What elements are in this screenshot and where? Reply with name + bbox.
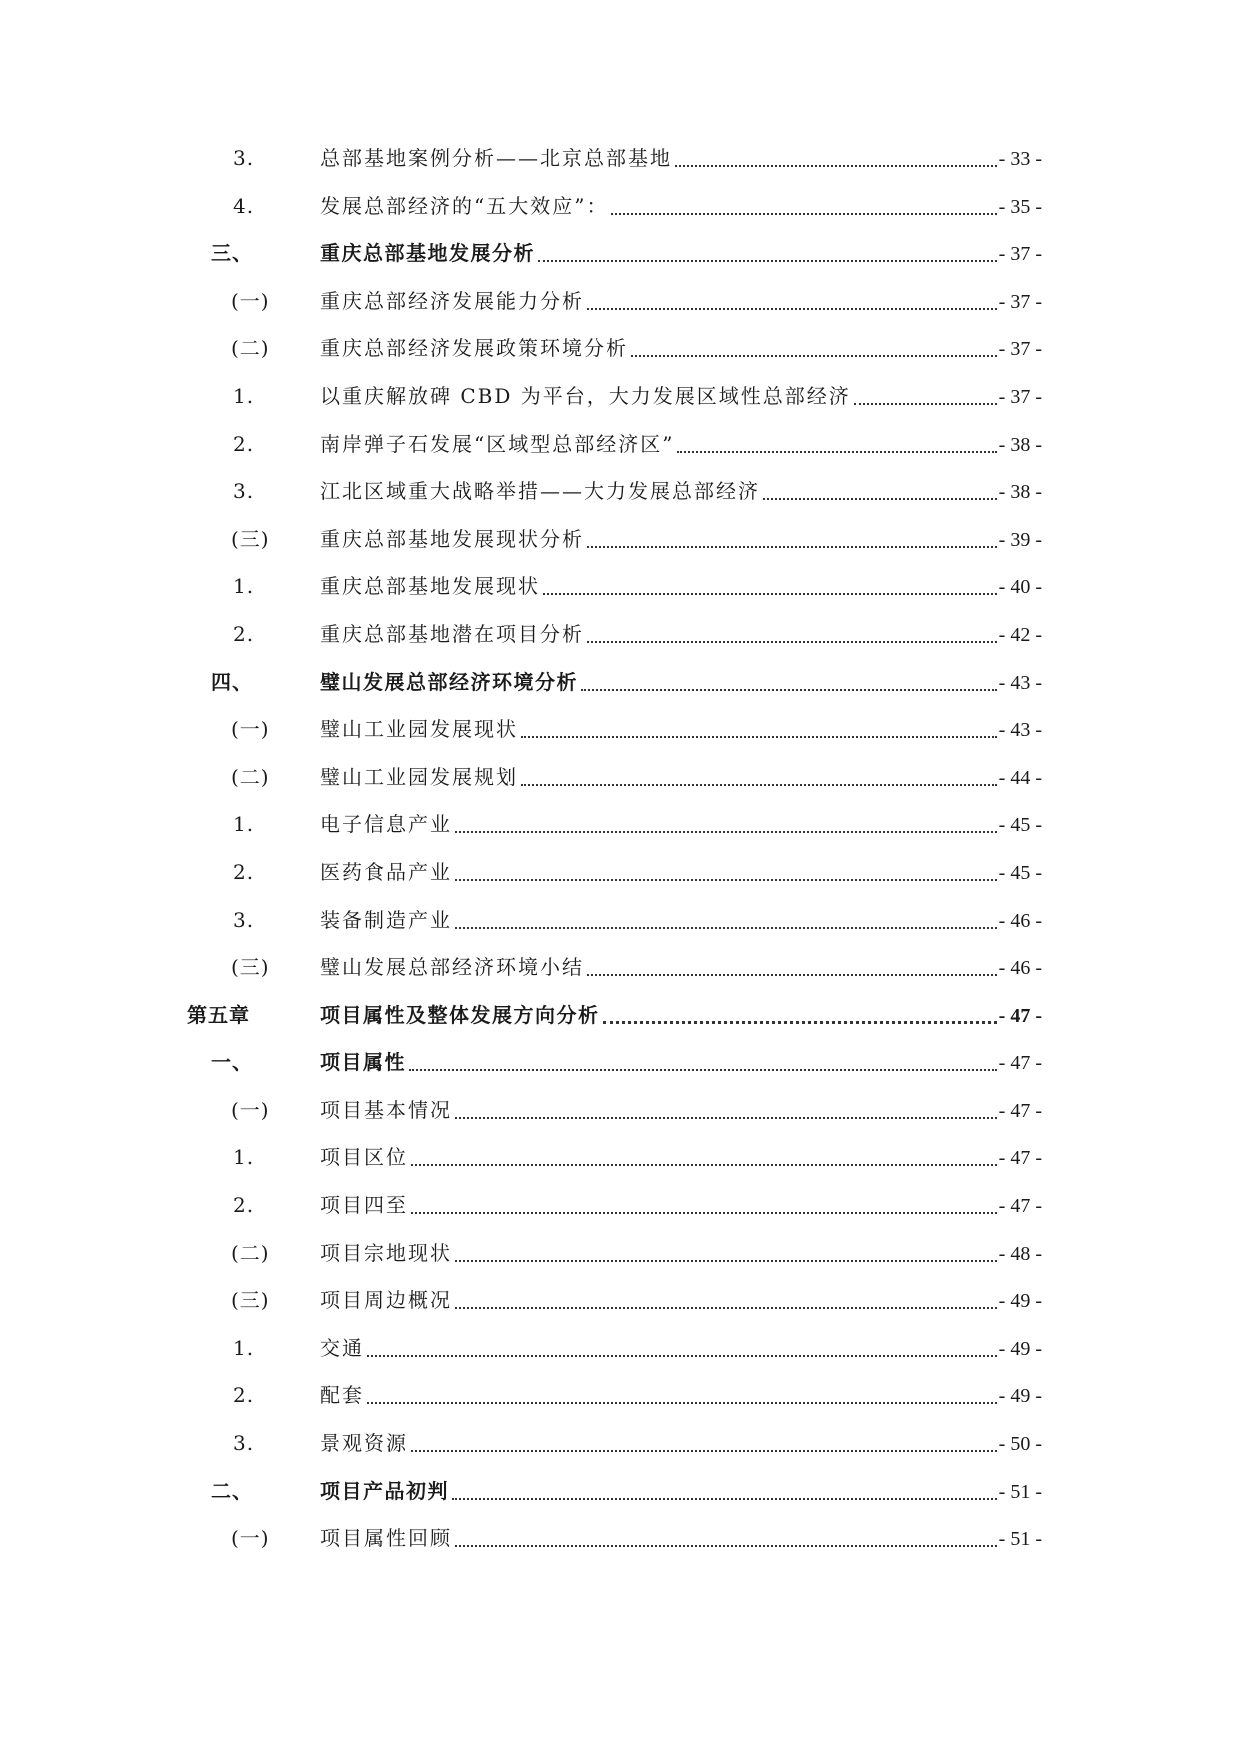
toc-entry-number: (一): [231, 1526, 270, 1551]
toc-entry-title[interactable]: 重庆总部经济发展政策环境分析: [320, 336, 628, 361]
toc-entry-line: [320, 1287, 1042, 1314]
toc-entry-page-number[interactable]: - 47 -: [998, 1004, 1042, 1027]
toc-dot-leader: [538, 260, 997, 262]
toc-entry-number: 3.: [233, 146, 255, 170]
toc-entry[interactable]: [0, 907, 1241, 955]
toc-entry-page-number[interactable]: - 49 -: [998, 1385, 1042, 1408]
toc-dot-leader: [587, 546, 997, 548]
toc-entry[interactable]: [0, 1002, 1241, 1050]
toc-entry-line: [320, 907, 1042, 934]
toc-entry-number: 1.: [233, 812, 255, 837]
toc-entry-number: 二、: [211, 1478, 253, 1503]
toc-entry-number: 三、: [211, 241, 253, 266]
toc-dot-leader: [367, 1355, 997, 1357]
toc-entry-page-number[interactable]: - 35 -: [998, 195, 1042, 218]
toc-entry[interactable]: [0, 954, 1241, 1002]
toc-entry-page-number[interactable]: - 51 -: [998, 1480, 1042, 1503]
toc-entry-line: [320, 859, 1042, 886]
toc-entry[interactable]: [0, 1335, 1241, 1383]
toc-entry-title[interactable]: 璧山发展总部经济环境小结: [320, 955, 584, 980]
toc-entry-number: 2.: [233, 1383, 255, 1408]
toc-entry-number: 四、: [211, 669, 253, 694]
toc-entry-line: [320, 145, 1042, 172]
toc-entry-number: 一、: [211, 1050, 253, 1075]
toc-entry-line: [320, 573, 1042, 600]
toc-entry-line: [320, 478, 1042, 505]
toc-entry-number: 2.: [233, 1193, 255, 1218]
toc-entry-number: (三): [231, 1288, 270, 1313]
toc-entry-line: [320, 954, 1042, 981]
toc-entry-title[interactable]: 配套: [320, 1383, 364, 1408]
toc-entry-number: (二): [231, 1240, 270, 1265]
toc-entry-page-number[interactable]: - 47 -: [998, 1195, 1042, 1218]
toc-entry-page-number[interactable]: - 37 -: [998, 290, 1042, 313]
toc-dot-leader: [411, 1212, 997, 1214]
toc-dot-leader: [543, 593, 997, 595]
toc-entry-line: [320, 193, 1042, 220]
toc-entry-page-number[interactable]: - 48 -: [998, 1242, 1042, 1265]
toc-entry-title[interactable]: 江北区域重大战略举措——大力发展总部经济: [320, 479, 760, 504]
toc-entry-title[interactable]: 璧山工业园发展现状: [320, 717, 518, 742]
toc-entry-number: (一): [231, 717, 270, 742]
toc-entry[interactable]: [0, 1478, 1241, 1526]
toc-entry[interactable]: [0, 1525, 1241, 1573]
toc-entry-number: 4.: [233, 193, 255, 218]
toc-entry-title[interactable]: 项目产品初判: [320, 1478, 449, 1503]
toc-dot-leader: [455, 1307, 997, 1309]
toc-entry-title[interactable]: 医药食品产业: [320, 859, 452, 884]
toc-entry-page-number[interactable]: - 46 -: [998, 957, 1042, 980]
toc-entry-title[interactable]: 重庆总部基地发展现状分析: [320, 526, 584, 551]
toc-entry-page-number[interactable]: - 33 -: [998, 148, 1042, 170]
toc-entry-number: 2.: [233, 621, 255, 646]
toc-entry-title[interactable]: 项目周边概况: [320, 1288, 452, 1313]
toc-entry-number: (一): [231, 288, 270, 313]
toc-entry-page-number[interactable]: - 46 -: [998, 909, 1042, 932]
toc-entry-number: (二): [231, 336, 270, 361]
toc-entry[interactable]: [0, 716, 1241, 764]
toc-entry-page-number[interactable]: - 49 -: [998, 1290, 1042, 1313]
toc-entry[interactable]: [0, 288, 1241, 336]
toc-entry-page-number[interactable]: - 49 -: [998, 1337, 1042, 1360]
toc-entry-line: [320, 1430, 1042, 1457]
toc-entry-line: [320, 383, 1042, 410]
toc-entry-page-number[interactable]: - 40 -: [998, 576, 1042, 599]
toc-entry-title[interactable]: 电子信息产业: [320, 812, 452, 837]
toc-entry-number: 2.: [233, 859, 255, 884]
toc-entry-page-number[interactable]: - 38 -: [998, 481, 1042, 504]
toc-entry-page-number[interactable]: - 37 -: [998, 338, 1042, 361]
toc-entry[interactable]: [0, 383, 1241, 431]
toc-entry-line: [320, 240, 1042, 267]
toc-dot-leader: [455, 927, 997, 929]
toc-entry[interactable]: [0, 431, 1241, 479]
toc-entry-line: [320, 431, 1042, 458]
toc-entry-title[interactable]: 项目属性及整体发展方向分析: [320, 1002, 600, 1027]
toc-entry-number: (二): [231, 764, 270, 789]
toc-entry-line: [320, 1097, 1042, 1124]
toc-entry[interactable]: [0, 1430, 1241, 1478]
toc-entry-number: 3.: [233, 907, 255, 932]
toc-entry[interactable]: [0, 478, 1241, 526]
toc-entry[interactable]: [0, 145, 1241, 193]
toc-entry-line: [320, 716, 1042, 743]
toc-dot-leader: [631, 355, 997, 357]
toc-entry-line: [320, 811, 1042, 838]
toc-dot-leader: [675, 165, 997, 167]
toc-dot-leader: [603, 1021, 997, 1024]
toc-entry[interactable]: [0, 811, 1241, 859]
toc-entry-page-number[interactable]: - 47 -: [998, 1147, 1042, 1170]
toc-entry-line: [320, 1525, 1042, 1552]
toc-entry-title[interactable]: 项目属性: [320, 1050, 406, 1075]
toc-dot-leader: [411, 1450, 997, 1452]
toc-entry-title[interactable]: 重庆总部基地发展分析: [320, 241, 535, 266]
toc-entry-title[interactable]: 以重庆解放碑 CBD 为平台，大力发展区域性总部经济: [320, 383, 851, 408]
toc-entry-number: (一): [231, 1097, 270, 1122]
table-of-contents: [0, 145, 1241, 1573]
toc-entry-number: 第五章: [187, 1002, 250, 1027]
toc-entry-title[interactable]: 项目区位: [320, 1145, 408, 1170]
toc-entry[interactable]: [0, 335, 1241, 383]
toc-entry-title[interactable]: 项目属性回顾: [320, 1526, 452, 1551]
toc-dot-leader: [409, 1069, 997, 1071]
toc-dot-leader: [677, 451, 996, 453]
toc-entry[interactable]: [0, 1240, 1241, 1288]
toc-entry-title[interactable]: 交通: [320, 1335, 364, 1360]
toc-entry[interactable]: [0, 1287, 1241, 1335]
toc-dot-leader: [611, 213, 996, 215]
toc-entry[interactable]: [0, 240, 1241, 288]
toc-entry-title[interactable]: 景观资源: [320, 1431, 408, 1456]
toc-entry-title[interactable]: 发展总部经济的“五大效应”：: [320, 193, 609, 218]
toc-entry-line: [320, 1144, 1042, 1171]
toc-entry-page-number[interactable]: - 37 -: [998, 385, 1042, 408]
toc-entry-line: [320, 1240, 1042, 1267]
toc-entry-number: 1.: [233, 383, 255, 408]
toc-entry[interactable]: [0, 1097, 1241, 1145]
toc-entry-title[interactable]: 装备制造产业: [320, 907, 452, 932]
toc-entry[interactable]: [0, 1192, 1241, 1240]
toc-entry-page-number[interactable]: - 45 -: [998, 814, 1042, 837]
toc-entry-line: [320, 288, 1042, 315]
toc-dot-leader: [763, 498, 997, 500]
toc-entry-title[interactable]: 重庆总部基地潜在项目分析: [320, 621, 584, 646]
toc-entry-page-number[interactable]: - 44 -: [998, 766, 1042, 789]
toc-entry-page-number[interactable]: - 43 -: [998, 671, 1042, 694]
toc-entry-title[interactable]: 重庆总部基地发展现状: [320, 574, 540, 599]
toc-entry-title[interactable]: 项目四至: [320, 1193, 408, 1218]
toc-entry[interactable]: [0, 764, 1241, 812]
toc-dot-leader: [455, 1545, 997, 1547]
toc-entry-title[interactable]: 重庆总部经济发展能力分析: [320, 288, 584, 313]
toc-dot-leader: [581, 689, 997, 691]
toc-entry[interactable]: [0, 193, 1241, 241]
toc-dot-leader: [587, 641, 997, 643]
toc-entry[interactable]: [0, 621, 1241, 669]
toc-entry-page-number[interactable]: - 47 -: [998, 1052, 1042, 1075]
toc-entry-line: [320, 669, 1042, 696]
toc-entry-number: 2.: [233, 431, 255, 456]
toc-entry-page-number[interactable]: - 51 -: [998, 1528, 1042, 1551]
toc-entry-line: [320, 526, 1042, 553]
toc-entry[interactable]: [0, 669, 1241, 717]
toc-entry-title[interactable]: 项目宗地现状: [320, 1240, 452, 1265]
toc-entry-page-number[interactable]: - 37 -: [998, 243, 1042, 266]
toc-dot-leader: [455, 1117, 997, 1119]
toc-entry-page-number[interactable]: - 45 -: [998, 861, 1042, 884]
toc-entry-page-number[interactable]: - 43 -: [998, 719, 1042, 742]
toc-entry[interactable]: [0, 1382, 1241, 1430]
toc-dot-leader: [455, 1260, 997, 1262]
toc-dot-leader: [367, 1402, 997, 1404]
toc-dot-leader: [455, 879, 997, 881]
toc-entry[interactable]: [0, 526, 1241, 574]
toc-dot-leader: [854, 403, 997, 405]
toc-dot-leader: [521, 784, 997, 786]
toc-entry-number: 1.: [233, 574, 255, 599]
toc-entry-line: [320, 335, 1042, 362]
toc-entry-page-number[interactable]: - 39 -: [998, 528, 1042, 551]
toc-entry-page-number[interactable]: - 42 -: [998, 623, 1042, 646]
toc-entry-title[interactable]: 项目基本情况: [320, 1097, 452, 1122]
toc-entry-line: [320, 1478, 1042, 1505]
toc-entry-line: [320, 1335, 1042, 1362]
toc-entry-title[interactable]: 南岸弹子石发展“区域型总部经济区”: [320, 431, 675, 456]
toc-dot-leader: [452, 1498, 997, 1500]
toc-entry-page-number[interactable]: - 50 -: [998, 1433, 1042, 1456]
toc-dot-leader: [411, 1164, 997, 1166]
toc-entry-title[interactable]: 璧山发展总部经济环境分析: [320, 669, 578, 694]
toc-entry-number: (三): [231, 526, 270, 551]
toc-entry-number: (三): [231, 955, 270, 980]
toc-dot-leader: [455, 831, 997, 833]
toc-entry-line: [320, 621, 1042, 648]
toc-entry[interactable]: [0, 573, 1241, 621]
toc-entry[interactable]: [0, 859, 1241, 907]
toc-entry-number: 3.: [233, 1431, 255, 1456]
toc-entry-number: 1.: [233, 1145, 255, 1170]
toc-entry-number: 3.: [233, 479, 255, 504]
toc-entry-line: [320, 1002, 1042, 1029]
toc-dot-leader: [587, 308, 997, 310]
toc-entry-page-number[interactable]: - 38 -: [998, 433, 1042, 456]
toc-entry-line: [320, 1382, 1042, 1409]
toc-entry-title[interactable]: 璧山工业园发展规划: [320, 764, 518, 789]
toc-entry-title[interactable]: 总部基地案例分析——北京总部基地: [320, 146, 672, 170]
toc-entry-line: [320, 1049, 1042, 1076]
toc-entry-page-number[interactable]: - 47 -: [998, 1099, 1042, 1122]
toc-entry[interactable]: [0, 1049, 1241, 1097]
toc-dot-leader: [521, 736, 997, 738]
toc-entry[interactable]: [0, 1144, 1241, 1192]
toc-entry-line: [320, 764, 1042, 791]
toc-entry-line: [320, 1192, 1042, 1219]
toc-entry-number: 1.: [233, 1335, 255, 1360]
toc-dot-leader: [587, 974, 997, 976]
